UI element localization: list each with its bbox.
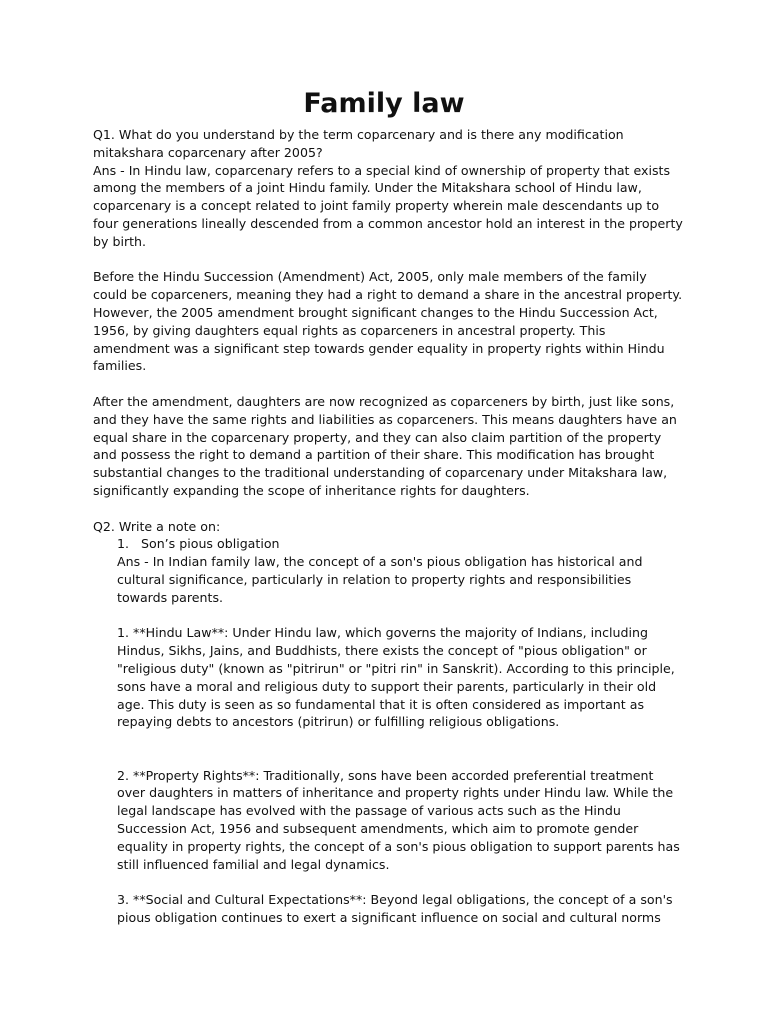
q2-point: 1. **Hindu Law**: Under Hindu law, which governs the majority of Indians, including Hindus, Sikhs, Jains, and Buddhists, there exists the concept of "pious obligation" or "religious duty" (known as "pitrirun" or "pitri rin" in Sanskrit). According to this principle, sons have a moral and religious duty to support their parents, particularly in their old age. This duty is seen as so fundamental that it is often considered as important as repaying debts to ancestors (pitrirun) or fulfilling religious obligations. bbox=[117, 625, 675, 730]
q2-point: 3. **Social and Cultural Expectations**: Beyond legal obligations, the concept of a son's pious obligation continues to exert a significant influence on social and cultural norms bbox=[117, 892, 673, 926]
q2-list-item bbox=[93, 535, 683, 553]
q1-answer-paragraph: Before the Hindu Succession (Amendment) Act, 2005, only male members of the family could be coparceners, meaning they had a right to demand a share in the ancestral property. However, the 2005 amendment brought significant changes to the Hindu Succession Act, 1956, by giving daughters equal rights as coparceners in ancestral property. This amendment was a significant step towards gender equality in property rights within Hindu families. bbox=[93, 269, 683, 374]
q2-answer-intro: Ans - In Indian family law, the concept of a son's pious obligation has historical and cultural significance, particularly in relation to property rights and responsibilities towards parents. bbox=[117, 554, 643, 605]
q1-answer-paragraph: Ans - In Hindu law, coparcenary refers to a special kind of ownership of property that exists among the members of a joint Hindu family. Under the Mitakshara school of Hindu law, coparcenary is a concept related to joint family property wherein male descendants up to four generations lineally descended from a common ancestor hold an interest in the property by birth. bbox=[93, 162, 683, 249]
q2-list-number: 1. bbox=[117, 536, 130, 552]
q2-point: 2. **Property Rights**: Traditionally, sons have been accorded preferential treatment over daughters in matters of inheritance and property rights under Hindu law. While the legal landscape has evolved with the passage of various acts such as the Hindu Succession Act, 1956 and subsequent amendments, which aim to promote gender equality in property rights, the concept of a son's pious obligation to support parents has still influenced familial and legal dynamics. bbox=[117, 767, 680, 872]
page-title: Family law bbox=[303, 88, 465, 119]
document-body bbox=[93, 126, 683, 927]
q2-question: Q2. Write a note on: bbox=[93, 518, 221, 534]
q1-answer-paragraph: After the amendment, daughters are now recognized as coparceners by birth, just like sons, and they have the same rights and liabilities as coparceners. This means daughters have an equal share in the coparcenary property, and they can also claim partition of the property and possess the right to demand a partition of their share. This modification has brought substantial changes to the traditional understanding of coparcenary under Mitakshara law, significantly expanding the scope of inheritance rights for daughters. bbox=[93, 393, 677, 498]
q1-question: Q1. What do you understand by the term coparcenary and is there any modification mitakshara coparcenary after 2005? bbox=[93, 127, 624, 160]
q2-list-title: Son’s pious obligation bbox=[141, 536, 280, 552]
